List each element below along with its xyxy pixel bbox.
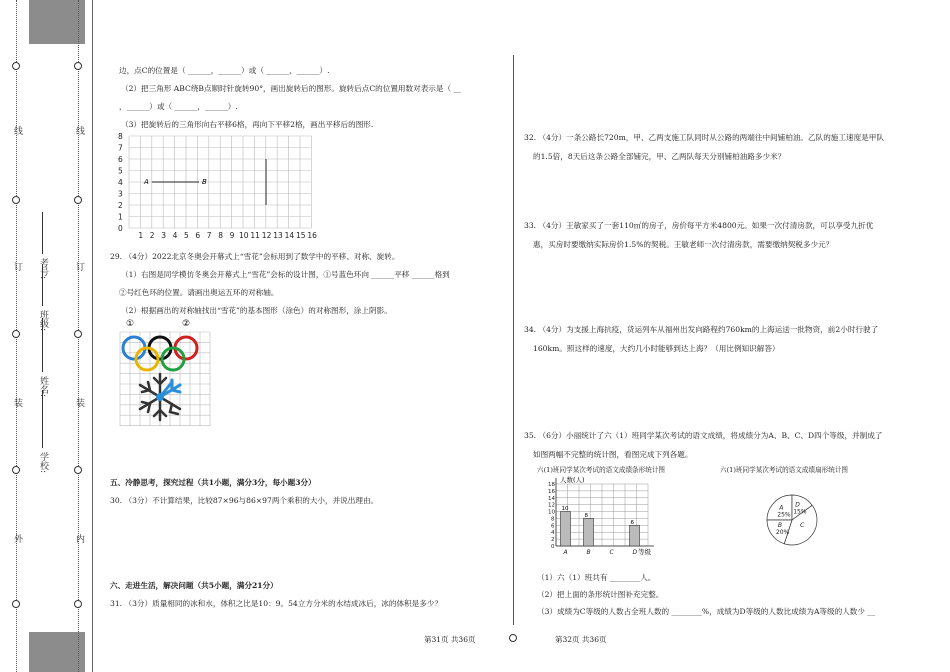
bar-category-label: B	[586, 549, 591, 556]
q32-line-2: 的1.5倍，8天后这条公路全部铺完，甲、乙两队每天分别铺柏油路多少米？	[533, 152, 786, 161]
q35-line-2: 如图两幅不完整的统计图，看图完成下列各题。	[533, 450, 693, 459]
pie-slice-label: B	[777, 522, 783, 530]
grid-x-tick: 8	[218, 231, 223, 240]
bar-chart-xlabel: 等级	[638, 548, 651, 556]
bar-B	[584, 518, 594, 546]
q28-line-3: ，______）或（ ______，______）.	[119, 102, 238, 111]
grid-x-tick: 9	[229, 231, 235, 240]
q32-line-1: 32. （4分）一条公路长720m，甲、乙两支施工队同时从公路的两端往中间铺柏油。乙队的施工速度是甲队	[524, 133, 884, 142]
school-field-label: 学校:	[38, 452, 48, 474]
binding-circle	[12, 196, 20, 204]
bar-category-label: A	[563, 549, 568, 556]
grid-y-tick: 6	[118, 155, 123, 164]
binding-circle	[74, 62, 82, 70]
grid-y-tick: 5	[118, 166, 123, 176]
coordinate-grid	[112, 130, 322, 242]
grid-y-tick: 7	[118, 143, 123, 153]
bar-y-tick: 0	[551, 544, 555, 550]
pie-chart-title: 六(1)班同学某次考试的语文成绩扇形统计图	[720, 466, 849, 474]
q31-text: 31. （3分）质量相同的冰和水，体积之比是10：9。54立方分米的水结成冰后，冰的体积是多少？	[110, 599, 443, 608]
q28-line-2: （2）把三角形 ABC绕B点顺时针旋转90°，画出旋转后的图形。旋转后点C的位置用数对表示是（ __	[121, 84, 462, 93]
grid-x-tick: 3	[161, 231, 166, 240]
binding-circle	[12, 466, 20, 474]
grid-y-tick: 3	[118, 189, 123, 199]
bar-y-tick: 8	[551, 516, 555, 523]
grid-y-tick: 2	[118, 201, 123, 210]
pie-slice-percent: 15%	[793, 508, 807, 516]
bar-category-label: C	[609, 549, 614, 556]
point-b-label: B	[202, 178, 207, 186]
name-field-label: 姓名:	[38, 376, 48, 398]
snowflake-center	[156, 393, 164, 401]
grid-x-tick: 10	[239, 231, 249, 240]
bar-A	[561, 512, 571, 546]
grid-x-tick: 2	[149, 231, 155, 240]
q28-line-4: （3）把旋转后的三角形向右平移6格，再向下平移2格，画出平移后的图形.	[121, 120, 374, 129]
q33-line-2: 惠，买房时要缴纳实际房价1.5%的契税。王敏老师一次付清房款，需要缴纳契税多少元？	[533, 240, 834, 249]
q30-text: 30. （3分）不计算结果，比较87×96与86×97两个乘积的大小，并说出理由。	[110, 496, 379, 505]
binding-inner-mark-3: 线	[74, 126, 84, 135]
q34-line-1: 34. （4分）为支援上海抗疫，货运列车从福州出发向路程约760km的上海运送一批物资，前2小时行驶了	[524, 325, 879, 334]
binding-gray-block-top	[29, 0, 85, 44]
pie-slice-label: D	[795, 501, 800, 509]
footer-left-page: 第31页 共36页	[424, 635, 476, 644]
bar-y-tick: 6	[551, 523, 555, 530]
binding-inner-label: 内	[74, 534, 84, 543]
binding-outer-mark-1: 装	[12, 398, 22, 407]
bar-y-tick: 16	[548, 488, 555, 495]
q35-sub-3: （3）成绩为C等级的人数占全班人数的 ________%，成绩为D等级的人数比成绩为A等级的人数少 __	[537, 607, 876, 616]
grid-x-tick: 1	[138, 231, 144, 240]
grid-y-tick: 4	[118, 178, 123, 187]
binding-line-edge	[92, 0, 93, 672]
pie-slice-percent: 25%	[777, 511, 791, 519]
binding-circle	[74, 196, 82, 204]
grid-x-tick: 13	[273, 231, 283, 240]
pie-slice-label: A	[779, 504, 784, 512]
point-a-label: A	[144, 178, 149, 186]
class-field-label: 班级:	[38, 310, 48, 332]
binding-circle	[12, 600, 20, 608]
grid-x-tick: 5	[184, 231, 189, 240]
pie-slice-percent: 20%	[775, 529, 790, 537]
binding-outer-mark-2: 订	[12, 262, 22, 271]
binding-circle	[12, 62, 20, 70]
grid-x-tick: 12	[261, 231, 272, 240]
footer-center-circle	[509, 634, 517, 642]
exam-no-field-label: 考号:	[38, 258, 48, 280]
bar-chart	[540, 474, 670, 558]
pie-slice-label: C	[800, 522, 805, 530]
exam-no-field-line[interactable]	[42, 212, 43, 254]
q28-line-1: 边，点C的位置是（ ______，______）或（ ______，______）.	[119, 66, 330, 75]
bar-y-tick: 12	[548, 502, 555, 509]
binding-gray-block-bottom	[29, 632, 85, 672]
q33-line-1: 33. （4分）王敏家买了一套110㎡的房子，房价每平方米4800元。如果一次付清房款，可以享受九折优	[524, 221, 874, 230]
school-field-line[interactable]	[42, 390, 43, 448]
binding-circle	[74, 466, 82, 474]
snowflake-figure	[112, 316, 212, 426]
bar-value-label: 6	[630, 519, 634, 526]
ring-label-1: ①	[126, 319, 135, 329]
binding-inner-mark-1: 装	[74, 398, 84, 407]
q29-line-3: ②号红色环的位置。请画出奥运五环的对称轴。	[119, 288, 279, 297]
q34-line-2: 160km。照这样的速度，大约几小时能够到达上海？（用比例知识解答）	[533, 344, 780, 353]
bar-value-label: 8	[584, 512, 588, 519]
bar-D	[630, 525, 640, 546]
grid-x-tick: 6	[195, 231, 201, 240]
binding-circle	[74, 600, 82, 608]
grid-y-tick: 8	[118, 132, 123, 141]
grid-x-tick: 11	[250, 231, 260, 240]
section-6-title: 六、走进生活，解决问题（共5小题，满分21分）	[110, 581, 278, 590]
binding-outer-label: 外	[12, 534, 22, 543]
bar-chart-title: 六(1)班同学某次考试的语文成绩条形统计图	[537, 466, 666, 474]
bar-value-label: 10	[561, 506, 569, 513]
pie-chart	[762, 490, 822, 550]
footer-right-page: 第32页 共36页	[555, 635, 607, 644]
grid-x-tick: 14	[284, 231, 295, 240]
section-5-title: 五、冷静思考，探究过程（共1小题，满分3分，每小题3分）	[110, 478, 316, 487]
q29-line-1: 29. （4分）2022北京冬奥会开幕式上“雪花”会标用到了数学中的平移、对称、旋转。	[110, 252, 400, 261]
binding-margin	[0, 0, 97, 672]
binding-inner-mark-2: 订	[74, 262, 84, 271]
grid-y-tick: 0	[118, 224, 123, 233]
q35-sub-2: （2）把上面的条形统计图补充完整。	[537, 590, 664, 599]
bar-chart-ylabel: 人数(人)	[560, 476, 585, 484]
binding-circle	[12, 330, 20, 338]
q29-line-4: （2）根据画出的对称轴找出“雪花”的基本图形（涂色）的对称图形，涂上阴影。	[121, 306, 392, 315]
page-divider	[513, 55, 514, 625]
grid-x-tick: 4	[172, 231, 178, 240]
bar-y-tick: 4	[551, 530, 555, 537]
q35-line-1: 35. （6分）小丽统计了六（1）班同学某次考试的语文成绩，将成绩分为A、B、C、D四个等级，并制成了	[524, 431, 883, 440]
binding-circle	[74, 330, 82, 338]
grid-x-tick: 7	[206, 231, 212, 240]
grid-x-tick: 15	[296, 231, 306, 240]
grid-x-tick: 16	[307, 231, 317, 240]
bar-y-tick: 14	[548, 495, 555, 502]
bar-category-label: D	[632, 549, 638, 556]
binding-outer-mark-3: 线	[12, 126, 22, 135]
bar-y-tick: 2	[551, 537, 555, 544]
bar-y-tick: 18	[548, 482, 555, 488]
q35-sub-1: （1）六（1）班共有 ________人。	[537, 573, 656, 582]
ring-label-2: ②	[182, 319, 191, 329]
q29-line-2: （1）右图是同学模仿冬奥会开幕式上“雪花”会标的设计图，①号蓝色环向 ______平移 ______格到	[121, 270, 450, 279]
bar-y-tick: 10	[548, 509, 555, 516]
grid-y-tick: 1	[118, 212, 123, 222]
